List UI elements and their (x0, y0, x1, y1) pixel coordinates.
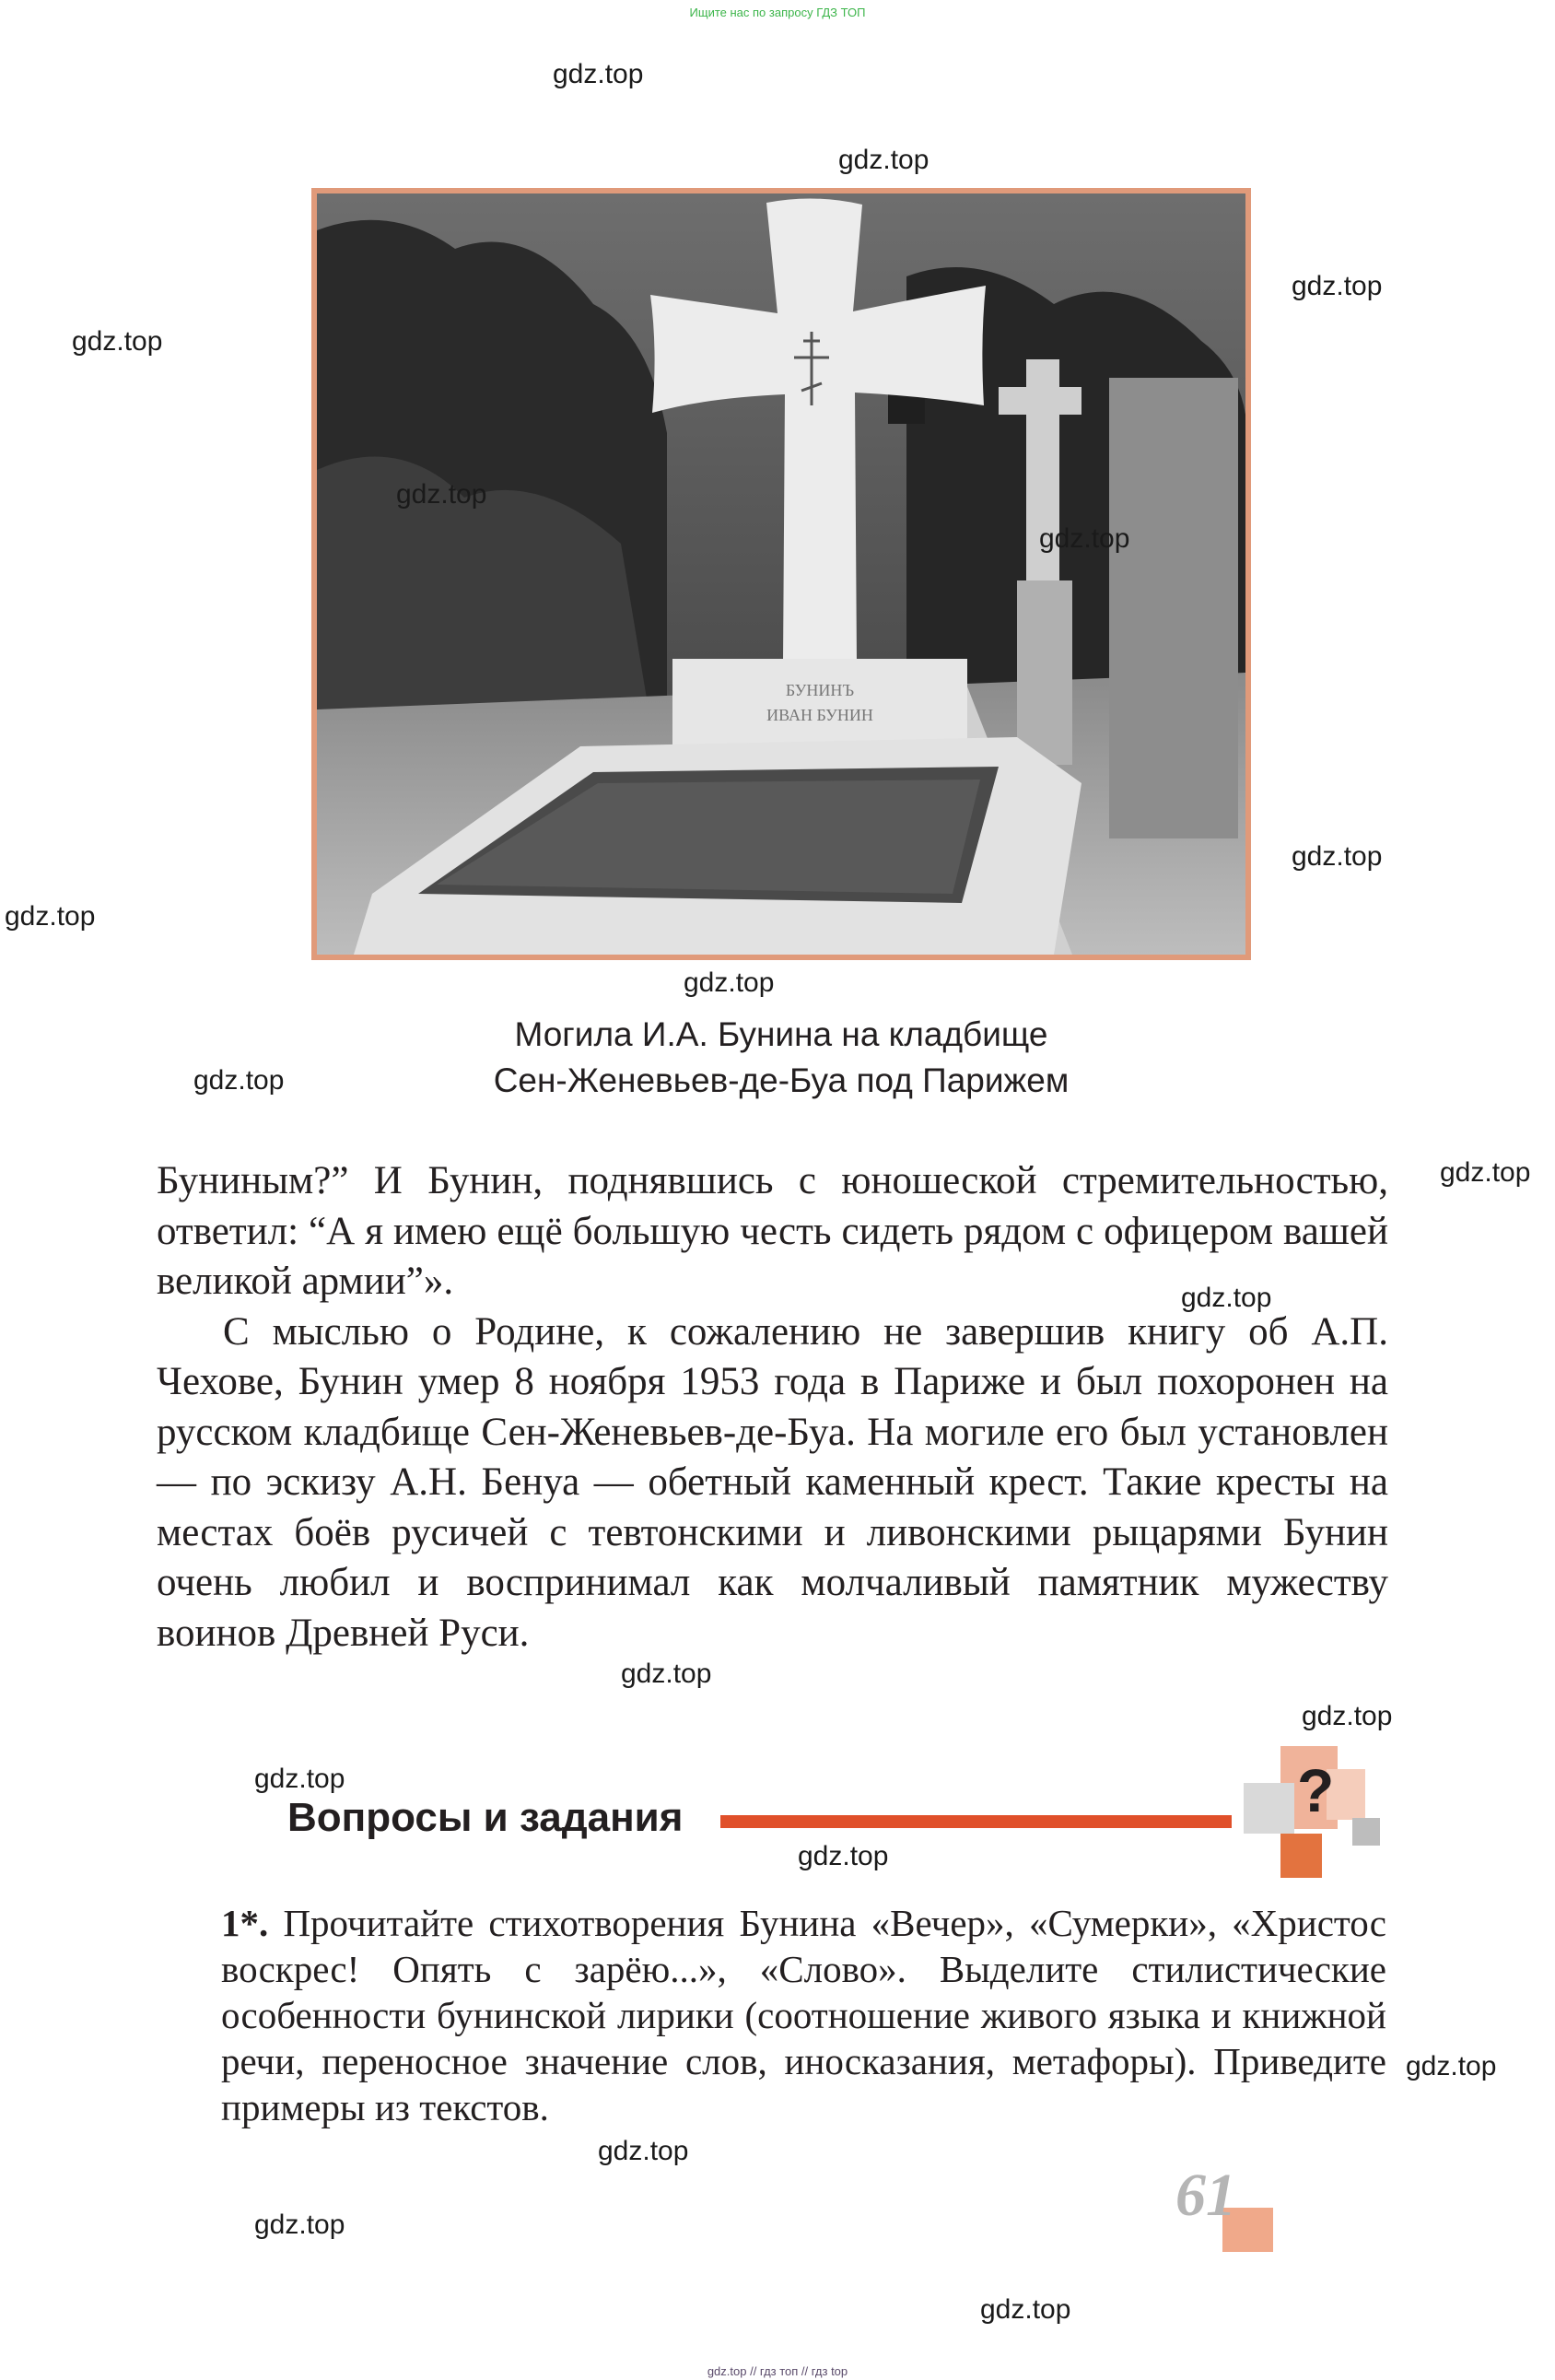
page-number: 61 (1175, 2162, 1236, 2229)
watermark: gdz.top (621, 1659, 712, 1689)
watermark: gdz.top (553, 59, 644, 89)
watermark: gdz.top (5, 901, 96, 932)
watermark: gdz.top (72, 326, 163, 357)
watermark: gdz.top (1302, 1701, 1393, 1731)
pedestal-inscription-2: ИВАН БУНИН (766, 706, 873, 724)
task-text: Прочитайте стихотворения Бунина «Вечер», «Сумерки», «Христос воскрес! Опять с зарёю...», «Слово». Выделите стилистические особенности бунинской лирики (соотношение живого языка и книжной речи, переносное значение слов, иносказания, метафоры). Приведите примеры из текстов. (221, 1902, 1386, 2128)
watermark: gdz.top (598, 2136, 689, 2166)
photo-caption-line2: Сен-Женевьев-де-Буа под Парижем (493, 1061, 1070, 1099)
body-text (157, 1156, 1388, 1659)
watermark: gdz.top (396, 479, 487, 510)
section-divider (720, 1815, 1232, 1828)
watermark: gdz.top (980, 2294, 1071, 2325)
watermark: gdz.top (254, 1764, 345, 1794)
header-note: Ищите нас по запросу ГДЗ ТОП (689, 6, 866, 19)
footer-note: gdz.top // гдз топ // гдз top (707, 2364, 848, 2378)
watermark: gdz.top (1440, 1157, 1531, 1188)
question-mark: ? (1297, 1756, 1335, 1824)
photo-caption-line1: Могила И.А. Бунина на кладбище (514, 1015, 1048, 1053)
section-title: Вопросы и задания (287, 1795, 684, 1840)
task-1 (221, 1900, 1386, 2130)
paragraph-1: Буниным?” И Бунин, поднявшись с юношеской стремительностью, ответил: “А я имею ещё большую честь сидеть рядом с офицером вашей великой армии”». (157, 1159, 1388, 1303)
watermark: gdz.top (193, 1065, 285, 1096)
watermark: gdz.top (1181, 1283, 1272, 1313)
watermark: gdz.top (1039, 523, 1130, 554)
watermark: gdz.top (254, 2210, 345, 2240)
paragraph-2: С мыслью о Родине, к сожалению не завершив книгу об А.П. Чехове, Бунин умер 8 ноября 1953 года в Париже и был похоронен на русском кладбище Сен-Женевьев-де-Буа. На могиле его был установлен — по эскизу А.Н. Бенуа — обетный каменный крест. Такие кресты на местах боёв русичей с тевтонскими и ливонскими рыцарями Бунин очень любил и воспринимал как молчаливый памятник мужеству воинов Древней Руси. (157, 1309, 1388, 1655)
pedestal-inscription-1: БУНИНЪ (785, 681, 855, 699)
watermark: gdz.top (1292, 841, 1383, 872)
watermark: gdz.top (838, 145, 929, 175)
task-number: 1*. (221, 1902, 269, 1944)
watermark: gdz.top (1292, 271, 1383, 301)
watermark: gdz.top (1406, 2051, 1497, 2081)
grave-photo (311, 188, 1251, 960)
watermark: gdz.top (684, 967, 775, 998)
watermark: gdz.top (798, 1841, 889, 1871)
